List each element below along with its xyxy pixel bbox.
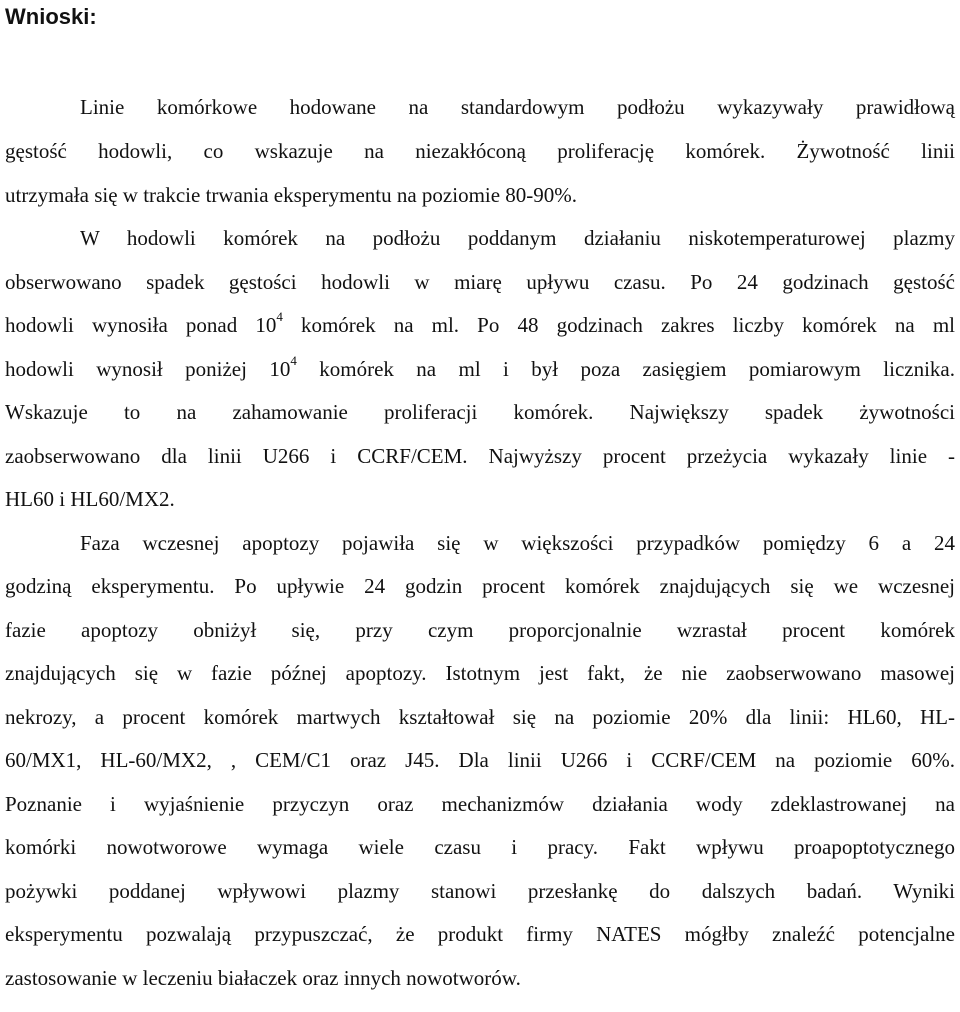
text-segment: znajdujących się w fazie późnej apoptozy. Istotnym jest fakt, że nie zaobserwowano masowej: [5, 661, 955, 685]
text-line: [5, 782, 955, 826]
superscript-exponent: 4: [276, 309, 283, 324]
text-segment: hodowli wynosiła ponad 10: [5, 313, 277, 337]
text-segment: gęstość hodowli, co wskazuje na niezakłóconą proliferację komórek. Żywotność linii: [5, 139, 955, 163]
text-segment: 60/MX1, HL-60/MX2, , CEM/C1 oraz J45. Dla linii U266 i CCRF/CEM na poziomie 60%.: [5, 748, 955, 772]
text-line: [80, 85, 955, 129]
text-line: [5, 608, 955, 652]
text-line: [5, 869, 955, 913]
text-line: [5, 390, 955, 434]
text-segment: godziną eksperymentu. Po upływie 24 godzin procent komórek znajdujących się we wczesnej: [5, 574, 955, 598]
text-line: [5, 651, 955, 695]
text-line: [5, 260, 955, 304]
text-segment: Linie komórkowe hodowane na standardowym podłożu wykazywały prawidłową: [80, 95, 955, 119]
text-segment: obserwowano spadek gęstości hodowli w miarę upływu czasu. Po 24 godzinach gęstość: [5, 270, 955, 294]
text-segment: Wskazuje to na zahamowanie proliferacji komórek. Największy spadek żywotności: [5, 400, 955, 424]
text-segment: pożywki poddanej wpływowi plazmy stanowi przesłankę do dalszych badań. Wyniki: [5, 879, 955, 903]
text-line: [5, 956, 955, 1000]
text-segment: utrzymała się w trakcie trwania eksperymentu na poziomie 80-90%.: [5, 183, 578, 207]
text-segment: komórki nowotworowe wymaga wiele czasu i pracy. Fakt wpływu proapoptotycznego: [5, 835, 955, 859]
text-segment: HL60 i HL60/MX2.: [5, 487, 175, 511]
section-heading: Wnioski:: [5, 4, 97, 29]
text-line: [5, 129, 955, 173]
text-line: [80, 216, 955, 260]
text-line: [5, 564, 955, 608]
text-line: [5, 738, 955, 782]
text-line: [5, 477, 955, 521]
text-line: [5, 303, 955, 347]
text-segment: zaobserwowano dla linii U266 i CCRF/CEM. Najwyższy procent przeżycia wykazały linie -: [5, 444, 955, 468]
text-segment: Poznanie i wyjaśnienie przyczyn oraz mechanizmów działania wody zdeklastrowanej na: [5, 792, 955, 816]
text-segment: fazie apoptozy obniżył się, przy czym proporcjonalnie wzrastał procent komórek: [5, 618, 955, 642]
text-segment: komórek na ml i był poza zasięgiem pomiarowym licznika.: [296, 357, 956, 381]
text-segment: komórek na ml. Po 48 godzinach zakres liczby komórek na ml: [282, 313, 955, 337]
text-segment: hodowli wynosił poniżej 10: [5, 357, 291, 381]
text-segment: Faza wczesnej apoptozy pojawiła się w większości przypadków pomiędzy 6 a 24: [80, 531, 955, 555]
text-line: [5, 695, 955, 739]
text-line: [5, 825, 955, 869]
text-line: [5, 347, 955, 391]
text-line: [5, 173, 955, 217]
text-segment: zastosowanie w leczeniu białaczek oraz innych nowotworów.: [5, 966, 521, 990]
text-segment: W hodowli komórek na podłożu poddanym działaniu niskotemperaturowej plazmy: [80, 226, 955, 250]
text-segment: nekrozy, a procent komórek martwych kształtował się na poziomie 20% dla linii: HL60, HL-: [5, 705, 955, 729]
text-line: [5, 912, 955, 956]
text-line: [5, 434, 955, 478]
superscript-exponent: 4: [290, 353, 297, 368]
text-line: [80, 521, 955, 565]
text-segment: eksperymentu pozwalają przypuszczać, że produkt firmy NATES mógłby znaleźć potencjalne: [5, 922, 955, 946]
